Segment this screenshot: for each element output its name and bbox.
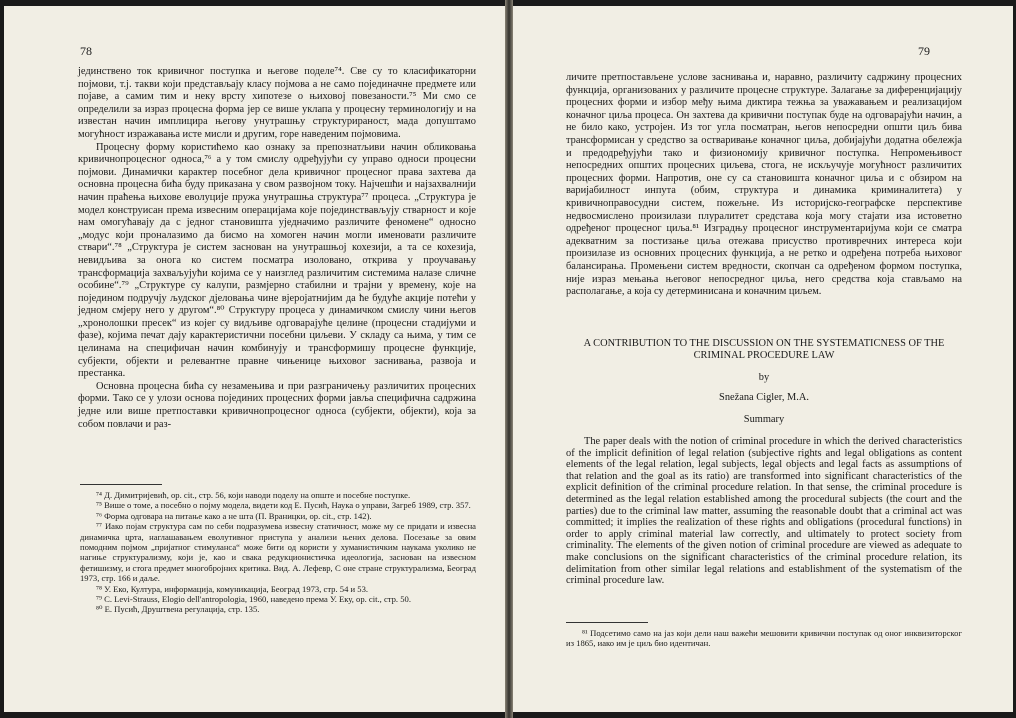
summary-text-block xyxy=(566,436,962,587)
body-paragraph: личите претпостављене услове заснивања и, наравно, различиту садржину процесних функција, организованих у различите процесне структуре. Залагање за диференцијацију процесних форми и избор међу њима диктира тежња за уважавањем и реализацијом коначног циља процеса. Он захтева да кривични поступак буде на одговарајући начин, а не било како, устројен. Из тог угла посматран, његов непосредни општи циљ бива трансформисан у средство за остваривање коначног циља, добијајући додатна обележја и предодређујући тако и физиономију кривичног поступка. Непромењивост непосредних општих процесних циљева, стога, не искључује могућност различитих процесних форми. Напротив, оне су са становишта коначног циља и с обзиром на варијабилност инпута (обим, структура и динамика криминалитета) у кривичноправосудни систем, пожељне. Из историјско-географске перспективе недвосмислено произилази плуралитет средстава која могу стајати иза истоветно одређеног процесног циља.⁸¹ Изградњу процесног инструментаријума који се сматра адекватним за постизање циља отежава присуство противречних интереса који произилазе из основних процесних функција, а не ретко и одређена потреба њиховог балансирања. Промењени систем вредности, скопчан са одређеном формом поступка, није израз мењања његовог непосредног циља, него средства која стављамо на располагање, а која су детерминисана и коначним циљем. xyxy=(566,72,962,298)
footnote: ⁷⁹ C. Levi-Strauss, Elogio dell'antropologia, 1960, наведено према У. Еку, op. cit., стр. 50. xyxy=(96,594,411,605)
body-paragraph: Процесну форму користићемо као ознаку за препознатљиви начин обликовања кривичнопроцесног односа,⁷⁶ а у том смислу одређујући су управо односи процесни појмови. Динамички карактер посебног дела кривичног процесног права захтева да основна процесна бића буду приказана у свом развојном току. Најчешћи и најзахвалнији начин праћења њихове еволуције пружа унутрашња структура⁷⁷ процеса. „Структура је модел конструисан према извесним операцијама које појединствављују стварност и које нам омогућавају да с једног становишта уједначимо различите феномене“ односно „модус који проналазимо да бисмо на хомоген начин могли именовати различите ствари“.⁷⁸ „Структура је систем заснован на унутрашњој кохезији, а та се кохезија, невидљива за онога ко систем посматра изоловано, открива у проучавању трансформација захваљујући којима се у наизглед различитим системима налазе сличне особине“.⁷⁹ „Структуре су калупи, размјерно стабилни и трајни у времену, које на поједином подручју људског дјеловања чине вјеројатнијим да ће будуће акције потећи у једном смјеру него у другом“.⁸⁰ Структуру процеса у динамичком смислу чини његов „хронолошки пресек“ из којег су видљиве одговарајуће целине (процесни стадијуми и фазе), којима печат дају карактеристични посебни циљеви. У складу са њима, у тим се целинама на специфичан начин комбинују и трансформишу процесне функције, субјекти, објекти и релевантне правне чињенице њиховог заснивања, развоја и престанка. xyxy=(78,141,476,380)
abstract-title: A CONTRIBUTION TO THE DISCUSSION ON THE SYSTEMATICNESS OF THE CRIMINAL PROCEDURE LAW xyxy=(583,338,945,362)
body-paragraph: јединствено ток кривичног поступка и његове поделе⁷⁴. Све су то класификаторни појмови, т.ј. такви који представљају класу појмова а не само појединачне предмете или појаве, а самим тим и неку врсту хипотезе о њиховој повезаности.⁷⁵ Ми смо се определили за израз процесна форма јер се више уклапа у процесну терминологију и на известан начин имплицира његову унутрашњу структурираност, мада допуштамо могућност изражавања исте мисли и другим, горе наведеним појмовима. xyxy=(78,66,476,140)
footnote-rule xyxy=(566,622,648,623)
footnote: ⁷⁴ Д. Димитријевић, op. cit., стр. 56, који наводи поделу на опште и посебне поступке. xyxy=(96,490,411,500)
footnote: ⁸¹ Подсетимо само на јаз који дели наш важећи мешовити кривични поступак од оног инквизиторског из 1865, иако им је циљ био идентичан. xyxy=(566,628,962,649)
summary-heading: Summary xyxy=(743,414,785,425)
left-body-text xyxy=(78,66,476,431)
footnote-rule xyxy=(80,484,162,485)
book-gutter xyxy=(505,0,513,718)
right-footnotes xyxy=(566,628,962,649)
left-footnotes xyxy=(80,490,476,615)
author-name: Snežana Cigler, M.A. xyxy=(719,392,809,403)
footnote: ⁷⁵ Више о томе, а посебно о појму модела, видети код Е. Пусић, Наука о управи, Загреб 1989, стр. 357. xyxy=(96,500,471,511)
byline-by: by xyxy=(758,372,770,383)
body-paragraph: Основна процесна бића су незамењива и при разграничењу различитих процесних форми. Тако се у улози основа појединих процесних форми јавља специфична садржина једне или више претпоставки кривичнопроцесног односа (субјекти, објекти), која за собом повлачи и раз- xyxy=(78,380,476,430)
page-number-right: 79 xyxy=(918,44,930,58)
summary-paragraph: The paper deals with the notion of criminal procedure in which the derived characteristics of the implicit definition of legal relation (subjective rights and legal obligations as content elements of the legal relation, legal subjects, legal objects and legal facts as assumptions of that relation and the goal as its ratio) are transformed into significant characteristics of the explicit definition of the criminal procedure relation. In that sense, the criminal procedure is determined as the legal relation established among the procedural subjects (the court and the parties) due to the criminal law matter, assuming the reasonable doubt that a criminal act was committed; it implies the realization of these rights and obligations (procedural functions) in order to apply criminal material law correctly, and ultimately to protect society from criminality. The elements of the given notion of criminal procedure are viewed as adequate to make conclusions on the significant characteristics of the criminal procedure relation, its delimitation from other similar legal relations and establishment of the systematism of the criminal procedure law. xyxy=(566,436,962,587)
footnote: ⁷⁶ Форма одговара на питање како а не шта (П. Враницки, op. cit., стр. 142). xyxy=(96,510,372,521)
right-body-text xyxy=(566,72,962,299)
footnote: ⁷⁸ У. Еко, Култура, информација, комуникација, Београд 1973, стр. 54 и 53. xyxy=(96,583,369,594)
page-number-left: 78 xyxy=(80,44,92,58)
footnote: ⁷⁷ Иако појам структура сам по себи подразумева извесну статичност, може му се придати и извесна динамичка црта, наглашавањем еволутивног приступа у анализи њених делова. Посезање за овим помодним појмом „пријатног стимуланса“ може бити од користи у хуманистичким наукама уколико не нагиње структурализму, који је, као и свака редукционистичка идеологија, заснован на извесном фетишизму, и стога предмет многобројних критика. Вид. А. Лефевр, С оне стране структурализма, Београд 1973, стр. 166 и даље. xyxy=(80,521,476,584)
footnote: ⁸⁰ Е. Пусић, Друштвена регулација, стр. 135. xyxy=(96,604,260,615)
